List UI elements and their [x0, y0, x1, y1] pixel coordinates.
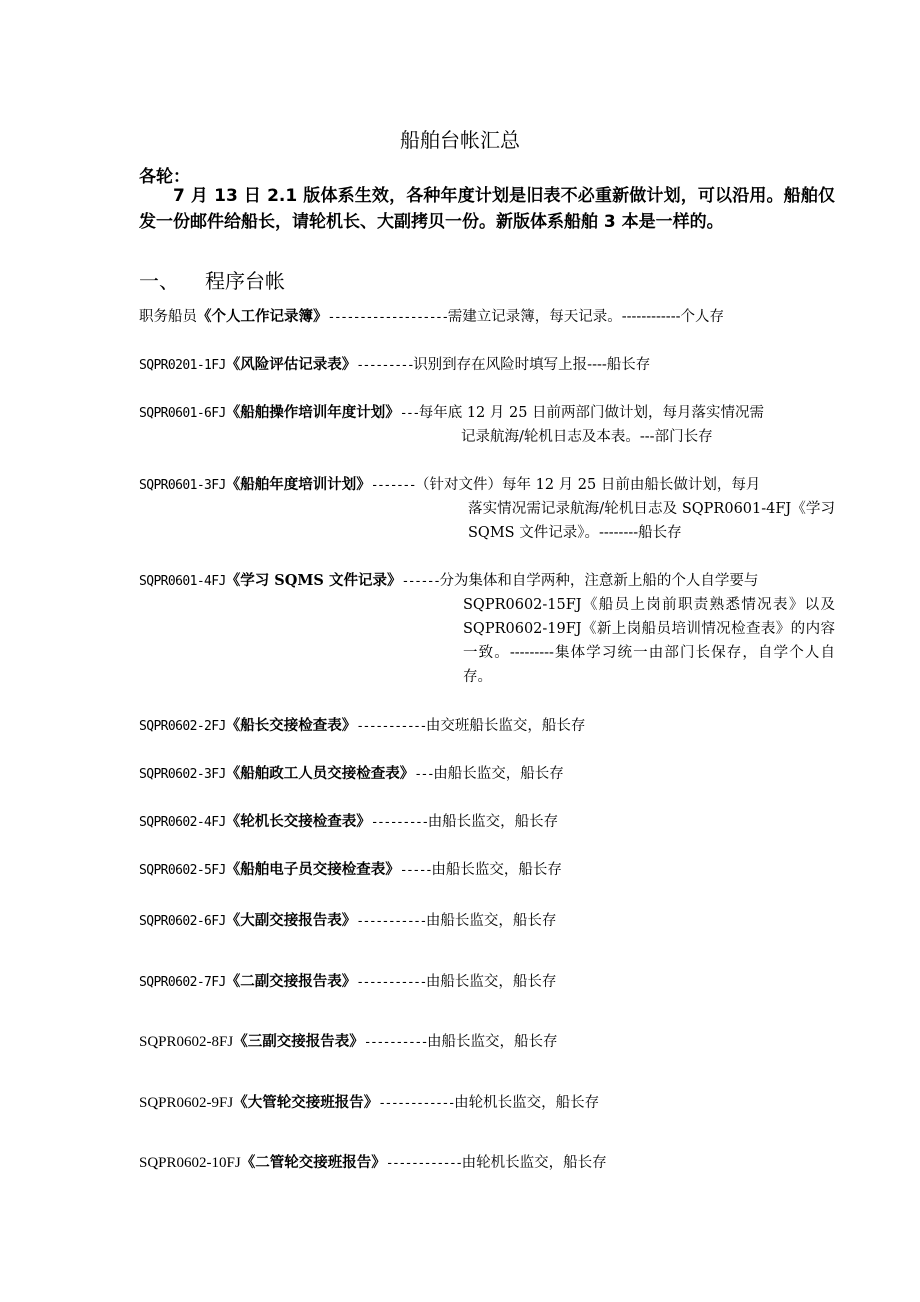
list-item	[139, 858, 562, 882]
section-title: 程序台帐	[205, 269, 285, 293]
list-item	[139, 1091, 599, 1115]
entry-desc: 每年底 12 月 25 日前两部门做计划，每月落实情况需	[418, 405, 765, 421]
entry-desc: 由轮机长监交，船长存	[461, 1155, 607, 1171]
list-item	[139, 970, 556, 994]
list-item	[139, 569, 758, 593]
list-item	[139, 810, 558, 834]
entry-continuation: 记录航海/轮机日志及本表。---部门长存	[461, 429, 713, 445]
entry-code: SQPR0602-2FJ	[139, 719, 226, 734]
entry-doc: 《二管轮交接班报告》	[240, 1154, 386, 1171]
entry-code: SQPR0601-4FJ	[139, 574, 226, 589]
list-item	[139, 714, 585, 738]
entry-dash: ------	[401, 574, 440, 589]
entry-doc: 《船长交接检查表》	[225, 717, 357, 734]
entry-dash: -------------------	[327, 310, 448, 325]
entry-desc: 识别到存在风险时填写上报----船长存	[413, 357, 651, 373]
entry-doc: 《大副交接报告表》	[225, 912, 357, 929]
entry-doc: 《船舶操作培训年度计划》	[225, 404, 400, 421]
entry-dash: -------	[370, 478, 416, 493]
entry-dash: ---	[414, 767, 434, 782]
entry-code: SQPR0602-3FJ	[139, 767, 226, 782]
entry-desc: 由轮机长监交，船长存	[454, 1095, 600, 1111]
entry-dash: ----------	[363, 1035, 427, 1050]
section-heading	[139, 265, 285, 294]
entry-code: SQPR0602-5FJ	[139, 863, 226, 878]
entry-code: SQPR0601-6FJ	[139, 406, 226, 421]
entry-desc: 由交班船长监交，船长存	[425, 718, 586, 734]
entry-doc: 《三副交接报告表》	[233, 1033, 364, 1050]
entry-continuation: 落实情况需记录航海/轮机日志及 SQPR0601-4FJ《学习 SQMS 文件记录》。--------船长存	[468, 501, 835, 541]
entry-desc: 由船长监交，船长存	[431, 862, 562, 878]
entry-code: SQPR0602-7FJ	[139, 975, 226, 990]
entry-code: SQPR0602-6FJ	[139, 914, 226, 929]
entry-dash: -----	[399, 863, 432, 878]
entry-doc: 《风险评估记录表》	[225, 356, 357, 373]
entry-doc: 《个人工作记录簿》	[197, 308, 328, 325]
entry-doc: 《学习 SQMS 文件记录》	[225, 572, 402, 589]
entry-desc: 由船长监交，船长存	[425, 913, 557, 929]
entry-dash: -----------	[356, 719, 426, 734]
entry-doc: 《轮机长交接检查表》	[225, 813, 371, 830]
entry-dash: -----------	[356, 975, 426, 990]
entry-code: 职务船员	[139, 309, 197, 325]
entry-dash: ---	[399, 406, 419, 421]
entry-doc: 《二副交接报告表》	[225, 973, 357, 990]
entry-desc: 由船长监交，船长存	[425, 974, 557, 990]
entry-desc: 分为集体和自学两种，注意新上船的个人自学要与	[439, 573, 759, 589]
entry-code: SQPR0201-1FJ	[139, 358, 226, 373]
entry-desc: 由船长监交，船长存	[433, 766, 564, 782]
list-item	[139, 353, 650, 377]
entry-code: SQPR0601-3FJ	[139, 478, 226, 493]
entry-dash: ------------	[385, 1156, 462, 1171]
list-item	[139, 1151, 607, 1175]
document-title: 船舶台帐汇总	[400, 128, 520, 152]
entry-code: SQPR0602-4FJ	[139, 815, 226, 830]
entry-desc: 由船长监交，船长存	[426, 1034, 558, 1050]
entry-desc: 由船长监交，船长存	[427, 814, 559, 830]
list-item	[139, 305, 724, 329]
list-item	[139, 473, 760, 497]
entry-dash: -----------	[356, 914, 426, 929]
section-number: 一、	[139, 269, 179, 293]
entry-dash: ------------	[378, 1096, 455, 1111]
entry-doc: 《船舶年度培训计划》	[225, 476, 371, 493]
entry-doc: 《大管轮交接班报告》	[233, 1094, 379, 1111]
entry-code: SQPR0602-9FJ	[139, 1095, 234, 1111]
entry-code: SQPR0602-8FJ	[139, 1034, 234, 1050]
list-item	[139, 909, 556, 933]
greeting: 各轮：	[139, 167, 190, 187]
list-item	[139, 401, 764, 425]
list-item	[139, 1030, 557, 1054]
entry-code: SQPR0602-10FJ	[139, 1155, 241, 1171]
entry-dash: ---------	[370, 815, 428, 830]
entry-doc: 《船舶政工人员交接检查表》	[225, 765, 415, 782]
list-item	[139, 762, 564, 786]
entry-dash: ---------	[356, 358, 414, 373]
entry-doc: 《船舶电子员交接检查表》	[225, 861, 400, 878]
entry-desc: （针对文件）每年 12 月 25 日前由船长做计划，每月	[415, 477, 761, 493]
entry-desc: 需建立记录簿，每天记录。------------个人存	[447, 309, 725, 325]
intro-paragraph: 7 月 13 日 2.1 版体系生效，各种年度计划是旧表不必重新做计划，可以沿用。船舶仅发一份邮件给船长，请轮机长、大副拷贝一份。新版体系船舶 3 本是一样的。	[139, 186, 835, 232]
entry-continuation: SQPR0602-15FJ《船员上岗前职责熟悉情况表》以及 SQPR0602-19FJ《新上岗船员培训情况检查表》的内容一致。---------集体学习统一由部门长保存，自学个人自存。	[463, 597, 835, 685]
